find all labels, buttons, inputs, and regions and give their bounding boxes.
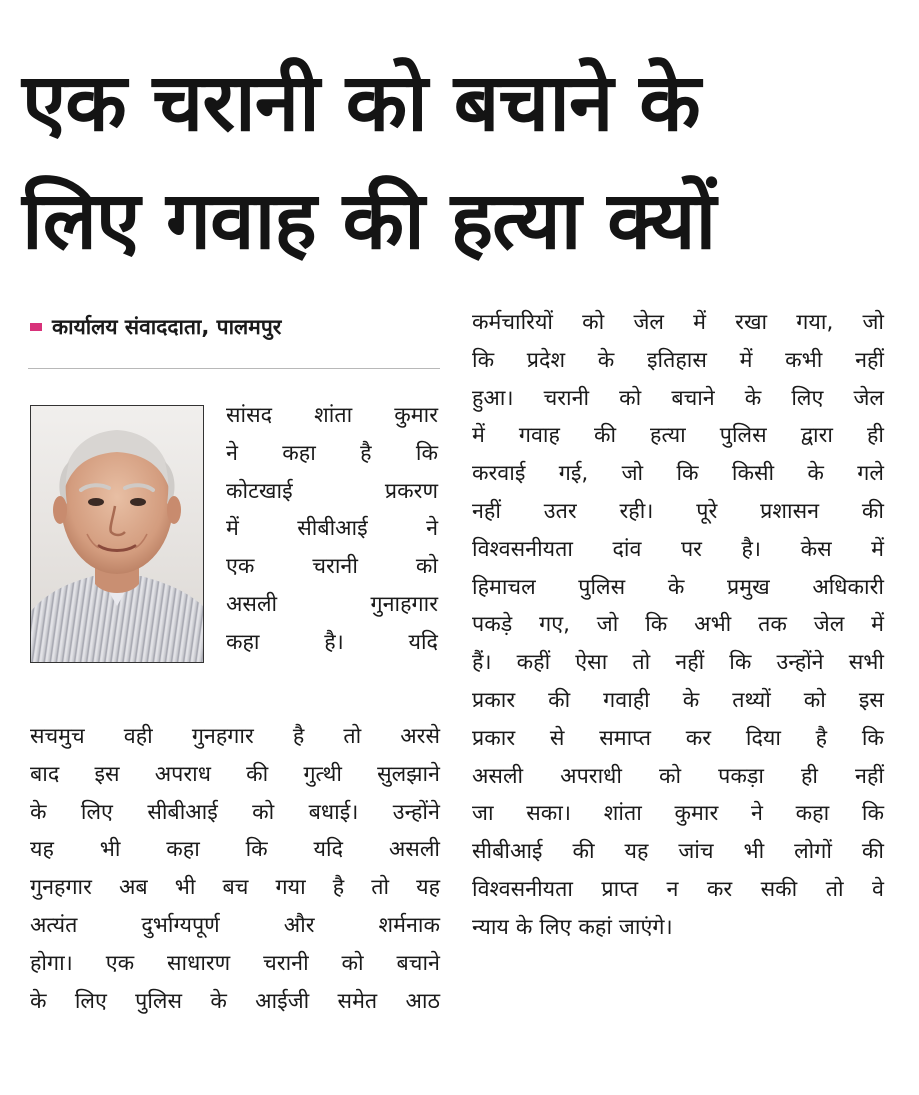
text-line: प्रकार से समाप्त कर दिया है कि <box>472 725 884 751</box>
text-line: असली अपराधी को पकड़ा ही नहीं <box>472 763 884 789</box>
text-line: में गवाह की हत्या पुलिस द्वारा ही <box>472 423 884 449</box>
text-line: कोटखाई प्रकरण <box>226 478 438 504</box>
text-line: सीबीआई की यह जांच भी लोगों की <box>472 839 884 865</box>
text-line: हैं। कहीं ऐसा तो नहीं कि उन्होंने सभी <box>472 650 884 676</box>
portrait-image <box>31 406 203 662</box>
text-line: करवाई गई, जो कि किसी के गले <box>472 461 884 487</box>
text-line: एक चरानी को <box>226 554 438 580</box>
text-line: कि प्रदेश के इतिहास में कभी नहीं <box>472 347 884 373</box>
text-line: बाद इस अपराध की गुत्थी सुलझाने <box>30 761 440 787</box>
text-line: गुनहगार अब भी बच गया है तो यह <box>30 875 440 901</box>
text-line: विश्वसनीयता दांव पर है। केस में <box>472 536 884 562</box>
text-line: हुआ। चरानी को बचाने के लिए जेल <box>472 385 884 411</box>
headline-line-2: लिए गवाह की हत्या क्यों <box>22 174 716 267</box>
byline <box>30 312 440 342</box>
text-line: विश्वसनीयता प्राप्त न कर सकी तो वे <box>472 876 884 902</box>
text-line: के लिए सीबीआई को बधाई। उन्होंने <box>30 799 440 825</box>
text-line: अत्यंत दुर्भाग्यपूर्ण और शर्मनाक <box>30 912 440 938</box>
column-left-wrap-text <box>226 397 438 662</box>
column-right-text <box>472 304 884 947</box>
headline <box>22 44 902 280</box>
text-line: हिमाचल पुलिस के प्रमुख अधिकारी <box>472 574 884 600</box>
text-line: सचमुच वही गुनहगार है तो अरसे <box>30 724 440 749</box>
text-line: यह भी कहा कि यदि असली <box>30 837 440 863</box>
text-line: प्रकार की गवाही के तथ्यों को इस <box>472 687 884 713</box>
byline-divider <box>28 368 440 369</box>
text-line: नहीं उतर रही। पूरे प्रशासन की <box>472 498 884 524</box>
text-line: ने कहा है कि <box>226 440 438 466</box>
text-line: कर्मचारियों को जेल में रखा गया, जो <box>472 310 884 335</box>
byline-text: कार्यालय संवाददाता, पालमपुर <box>52 315 282 339</box>
headline-line-1: एक चरानी को बचाने के <box>22 56 700 149</box>
text-line: में सीबीआई ने <box>226 516 438 542</box>
text-line: सांसद शांता कुमार <box>226 403 438 428</box>
portrait-photo <box>30 405 204 663</box>
text-line: कहा है। यदि <box>226 629 438 655</box>
text-line: के लिए पुलिस के आईजी समेत आठ <box>30 988 440 1014</box>
text-line: होगा। एक साधारण चरानी को बचाने <box>30 950 440 976</box>
text-line: जा सका। शांता कुमार ने कहा कि <box>472 801 884 827</box>
column-left-text <box>30 718 440 1020</box>
text-line: न्याय के लिए कहां जाएंगे। <box>472 914 673 940</box>
byline-bullet-icon <box>30 323 42 331</box>
text-line: पकड़े गए, जो कि अभी तक जेल में <box>472 612 884 638</box>
text-line: असली गुनाहगार <box>226 591 438 617</box>
